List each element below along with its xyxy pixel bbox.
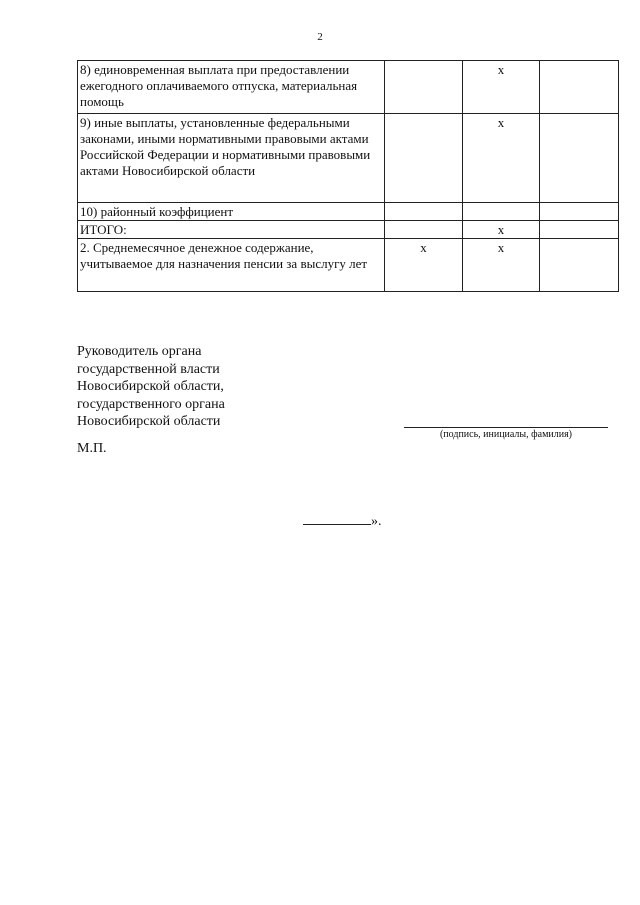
signature-title-line: Руководитель органа	[77, 344, 202, 359]
row-cell-b: x	[463, 61, 540, 114]
table-row	[78, 239, 619, 292]
table-row	[78, 221, 619, 239]
row-cell-b: x	[463, 114, 540, 203]
row-cell-b	[463, 203, 540, 221]
row-cell-c	[540, 114, 619, 203]
table-body	[78, 61, 619, 292]
table-row	[78, 114, 619, 203]
page-number: 2	[317, 31, 323, 43]
row-cell-a	[385, 114, 463, 203]
row-cell-a: x	[385, 239, 463, 292]
row-cell-b: x	[463, 239, 540, 292]
signature-title-line: государственного органа	[77, 396, 225, 412]
closing-suffix: ».	[371, 514, 382, 529]
pension-table	[77, 60, 619, 292]
closing-blank	[303, 512, 371, 525]
row-cell-a	[385, 221, 463, 239]
table-row	[78, 61, 619, 114]
signature-caption: (подпись, инициалы, фамилия)	[439, 429, 573, 440]
signature-title-line: государственной власти	[77, 361, 220, 377]
row-cell-c	[540, 61, 619, 114]
signature-title-line: Новосибирской области,	[77, 379, 224, 394]
row-label: 10) районный коэффициент	[78, 203, 385, 221]
row-cell-c	[540, 221, 619, 239]
table-row	[78, 203, 619, 221]
closing-line	[303, 512, 382, 530]
row-label: ИТОГО:	[78, 221, 385, 239]
row-cell-b: x	[463, 221, 540, 239]
row-cell-c	[540, 203, 619, 221]
seal-mark: М.П.	[77, 441, 107, 456]
signature-line	[404, 427, 608, 428]
signature-title-line: Новосибирской области	[77, 414, 221, 429]
row-cell-c	[540, 239, 619, 292]
row-cell-a	[385, 203, 463, 221]
signature-block	[77, 343, 225, 431]
row-label: 2. Среднемесячное денежное содержание, учитываемое для назначения пенсии за выслугу лет	[78, 239, 385, 292]
row-cell-a	[385, 61, 463, 114]
row-label: 8) единовременная выплата при предоставлении ежегодного оплачиваемого отпуска, материальная помощь	[78, 61, 385, 114]
row-label: 9) иные выплаты, установленные федеральными законами, иными нормативными правовыми актами Российской Федерации и нормативными правовыми актами Новосибирской области	[78, 114, 385, 203]
